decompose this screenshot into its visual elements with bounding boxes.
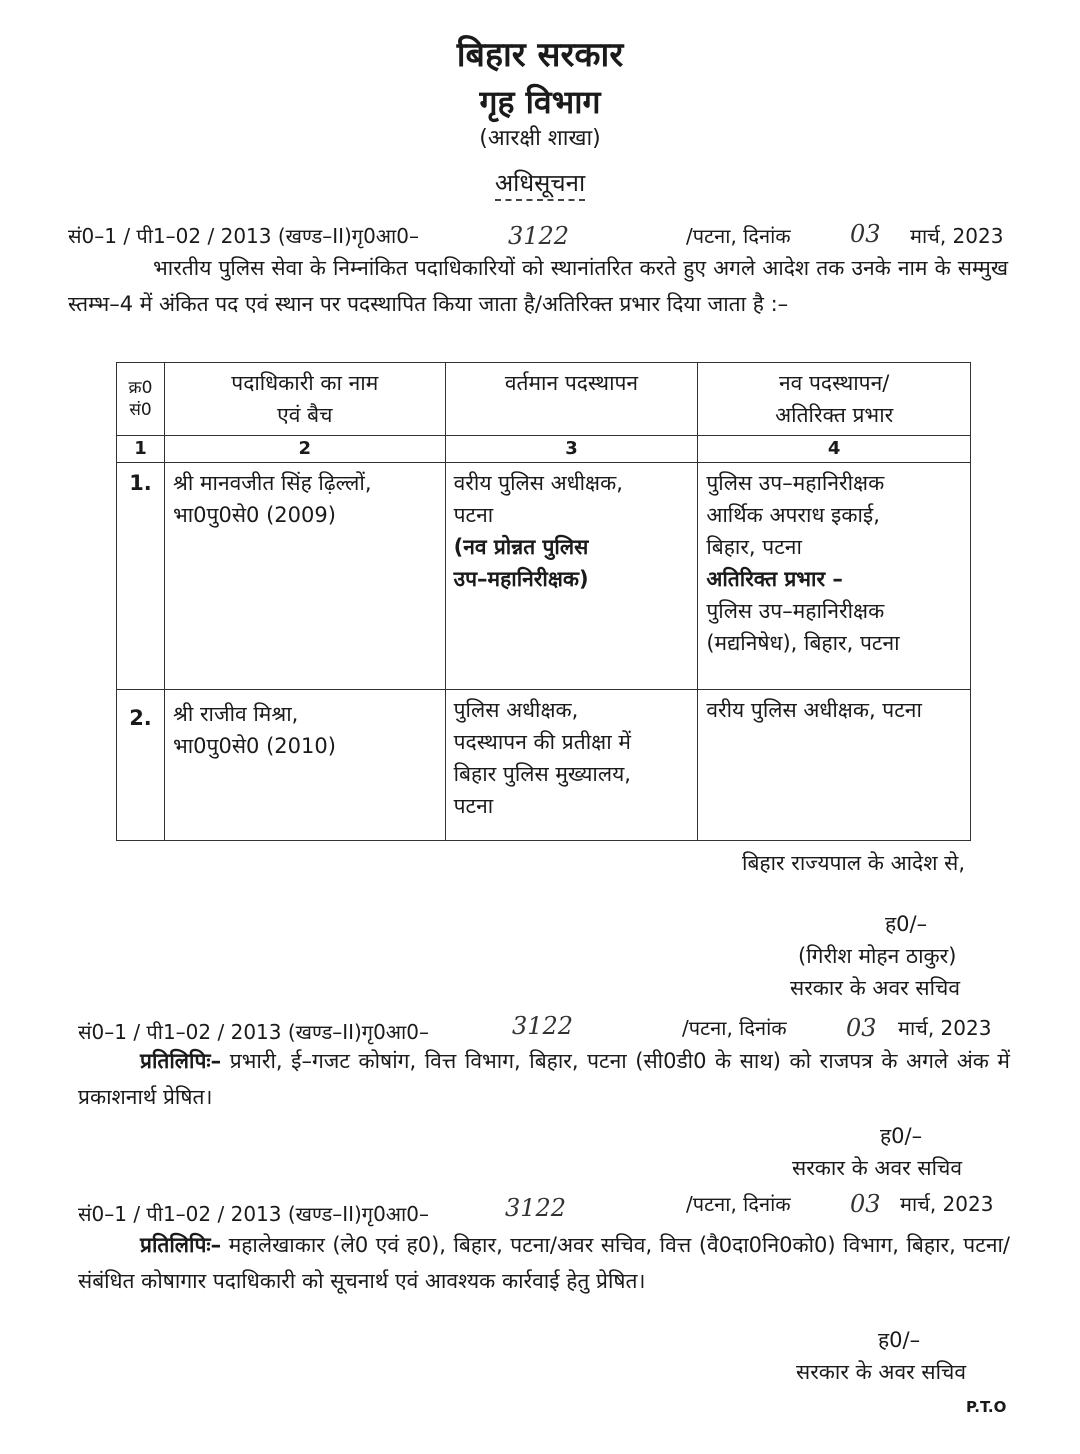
row1-current-2: पटना — [453, 503, 494, 527]
row2-current-3: बिहार पुलिस मुख्यालय, — [453, 762, 631, 786]
row2-name: श्री राजीव मिश्रा, — [172, 702, 299, 726]
branch-title: (आरक्षी शाखा) — [479, 126, 601, 151]
sig1-signed: ह0/– — [885, 912, 928, 936]
copy2-text: महालेखाकार (ले0 एवं ह0), बिहार, पटना/अवर सचिव, वित्त (वै0दा0नि0को0) विभाग, बिहार, पटना/संबंधित कोषागार पदाधिकारी को सूचनार्थ एवं आवश्यक कार्रवाई हेतु प्रेषित। — [78, 1233, 1010, 1293]
row1-officer — [164, 463, 445, 690]
header-current — [445, 363, 698, 436]
ref-place-3: /पटना, दिनांक — [686, 1192, 791, 1216]
row1-new — [698, 463, 971, 690]
table-header-row — [117, 363, 971, 436]
ref-date-3: मार्च, 2023 — [900, 1192, 994, 1216]
row2-current — [445, 690, 698, 841]
table-row — [117, 463, 971, 690]
header-new-2: अतिरिक्त प्रभार — [775, 403, 894, 427]
row1-current-4: उप–महानिरीक्षक) — [453, 567, 589, 591]
ref-handwritten-number-2: 3122 — [512, 1012, 574, 1040]
ref-date-2: मार्च, 2023 — [898, 1016, 992, 1040]
intro-paragraph: भारतीय पुलिस सेवा के निम्नांकित पदाधिकारियों को स्थानांतरित करते हुए अगले आदेश तक उनके नाम के सम्मुख स्तम्भ–4 में अंकित पद एवं स्थान पर पदस्थापित किया जाता है/अतिरिक्त प्रभार दिया जाता है :– — [68, 256, 1008, 316]
copy2-label: प्रतिलिपिः– — [140, 1233, 222, 1257]
col-num-4: 4 — [698, 436, 971, 463]
notification-title-text: अधिसूचना — [495, 169, 585, 201]
header-serial-2: सं0 — [129, 400, 152, 420]
sig3-title: सरकार के अवर सचिव — [796, 1360, 967, 1384]
header-new-1: नव पदस्थापन/ — [778, 371, 890, 395]
header-officer-2: एवं बैच — [277, 403, 333, 427]
copy1-text: प्रभारी, ई–गजट कोषांग, वित्त विभाग, बिहार, पटना (सी0डी0 के साथ) को राजपत्र के अगले अंक में प्रकाशनार्थ प्रेषित। — [78, 1049, 1010, 1109]
header-officer — [164, 363, 445, 436]
row1-new-6: (मद्यनिषेध), बिहार, पटना — [706, 631, 900, 655]
ref-handwritten-number-3: 3122 — [505, 1194, 567, 1222]
header-serial-1: क्र0 — [128, 378, 153, 398]
pto-marker: P.T.O — [966, 1398, 1007, 1416]
row1-serial: 1. — [117, 463, 165, 690]
govt-title: बिहार सरकार — [456, 35, 624, 75]
ref-date-1: मार्च, 2023 — [910, 224, 1004, 248]
sig1-name: (गिरीश मोहन ठाकुर) — [798, 944, 957, 968]
row2-current-1: पुलिस अधीक्षक, — [453, 698, 579, 722]
row2-current-2: पदस्थापन की प्रतीक्षा में — [453, 730, 631, 754]
copy1-paragraph — [78, 1043, 1010, 1115]
row2-officer — [164, 690, 445, 841]
col-num-2: 2 — [164, 436, 445, 463]
department-title: गृह विभाग — [479, 83, 601, 121]
ref-number-1: सं0–1 / पी1–02 / 2013 (खण्ड–II)गृ0आ0– — [68, 224, 419, 248]
ref-handwritten-day-3: 03 — [850, 1190, 881, 1218]
row1-current-1: वरीय पुलिस अधीक्षक, — [453, 471, 623, 495]
row2-current-4: पटना — [453, 794, 494, 818]
row1-name: श्री मानवजीत सिंह ढ़िल्लों, — [172, 471, 372, 495]
row2-serial: 2. — [117, 690, 165, 841]
row1-current-3: (नव प्रोन्नत पुलिस — [453, 535, 589, 559]
row1-new-4: अतिरिक्त प्रभार – — [706, 567, 843, 591]
header-new — [698, 363, 971, 436]
sig3-signed: ह0/– — [878, 1328, 921, 1352]
table-row — [117, 690, 971, 841]
header-officer-1: पदाधिकारी का नाम — [231, 371, 379, 395]
row1-new-3: बिहार, पटना — [706, 535, 802, 559]
ref-place-2: /पटना, दिनांक — [682, 1016, 787, 1040]
copy1-label: प्रतिलिपिः– — [140, 1049, 222, 1073]
ref-number-2: सं0–1 / पी1–02 / 2013 (खण्ड–II)गृ0आ0– — [78, 1020, 429, 1044]
column-number-row — [117, 436, 971, 463]
col-num-3: 3 — [445, 436, 698, 463]
transfer-table — [116, 362, 971, 841]
row2-new — [698, 690, 971, 841]
notification-title — [0, 166, 1080, 199]
ref-handwritten-number-1: 3122 — [508, 222, 570, 250]
order-by-governor: बिहार राज्यपाल के आदेश से, — [742, 851, 966, 875]
row1-new-2: आर्थिक अपराध इकाई, — [706, 503, 880, 527]
row2-batch: भा0पु0से0 (2010) — [172, 734, 336, 758]
ref-handwritten-day-1: 03 — [850, 220, 881, 248]
row2-new-1: वरीय पुलिस अधीक्षक, पटना — [706, 698, 922, 722]
header-current-text: वर्तमान पदस्थापन — [504, 371, 639, 395]
sig1-title: सरकार के अवर सचिव — [790, 976, 961, 1000]
sig2-title: सरकार के अवर सचिव — [792, 1156, 963, 1180]
ref-handwritten-day-2: 03 — [846, 1014, 877, 1042]
row1-current — [445, 463, 698, 690]
sig2-signed: ह0/– — [880, 1124, 923, 1148]
copy2-paragraph — [78, 1227, 1010, 1299]
row1-batch: भा0पु0से0 (2009) — [172, 503, 336, 527]
ref-place-1: /पटना, दिनांक — [686, 224, 791, 248]
row1-new-1: पुलिस उप–महानिरीक्षक — [706, 471, 885, 495]
col-num-1: 1 — [117, 436, 165, 463]
ref-number-3: सं0–1 / पी1–02 / 2013 (खण्ड–II)गृ0आ0– — [78, 1202, 429, 1226]
row1-new-5: पुलिस उप–महानिरीक्षक — [706, 599, 885, 623]
header-serial — [117, 363, 165, 436]
